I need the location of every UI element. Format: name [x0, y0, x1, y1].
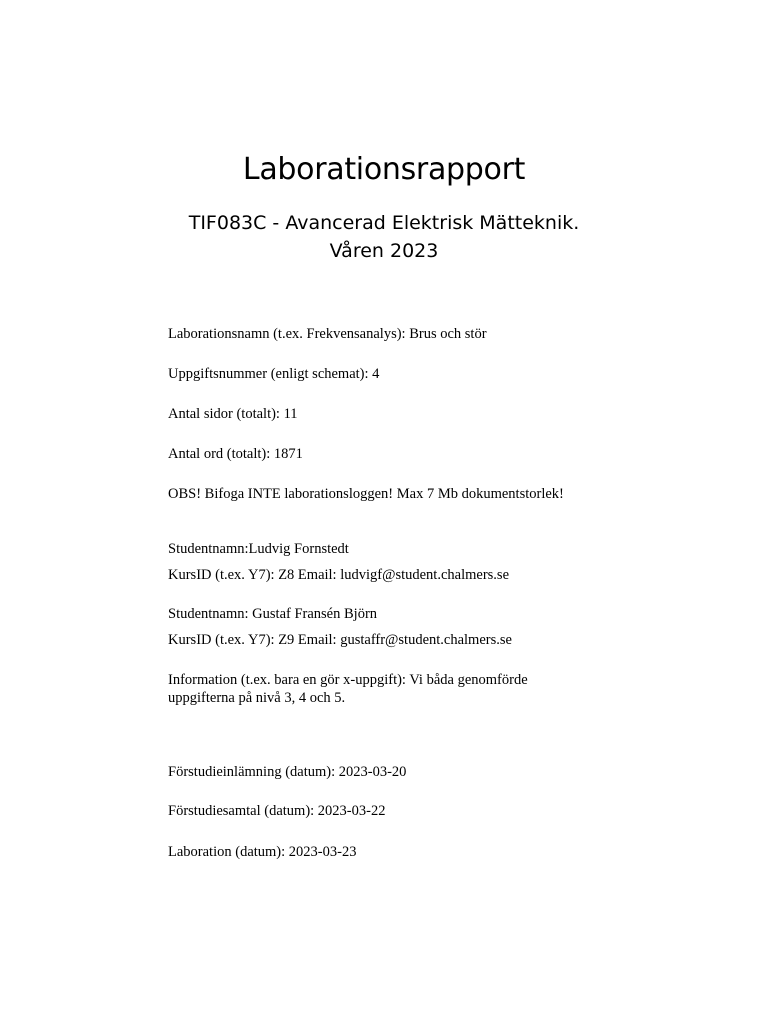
student-1-name: Studentnamn:Ludvig Fornstedt: [168, 541, 349, 557]
prestudy-submission-date: Förstudieinlämning (datum): 2023-03-20: [168, 764, 407, 780]
notice-text: OBS! Bifoga INTE laborationsloggen! Max 7 Mb dokumentstorlek!: [168, 486, 564, 502]
task-number-field: Uppgiftsnummer (enligt schemat): 4: [168, 366, 380, 382]
term-subtitle: Våren 2023: [329, 240, 439, 262]
page-count-field: Antal sidor (totalt): 11: [168, 406, 298, 422]
lab-name-field: Laborationsnamn (t.ex. Frekvensanalys): Brus och stör: [168, 326, 487, 342]
word-count-field: Antal ord (totalt): 1871: [168, 446, 303, 462]
student-1-course-email: KursID (t.ex. Y7): Z8 Email: ludvigf@student.chalmers.se: [168, 567, 510, 583]
lab-date: Laboration (datum): 2023-03-23: [168, 844, 357, 860]
student-2-name: Studentnamn: Gustaf Fransén Björn: [168, 606, 378, 622]
student-2-course-email: KursID (t.ex. Y7): Z9 Email: gustaffr@student.chalmers.se: [168, 632, 512, 648]
document-title: Laborationsrapport: [242, 152, 526, 187]
information-line-1: Information (t.ex. bara en gör x-uppgift): Vi båda genomförde: [168, 672, 528, 688]
course-subtitle: TIF083C - Avancerad Elektrisk Mätteknik.: [188, 212, 580, 234]
prestudy-meeting-date: Förstudiesamtal (datum): 2023-03-22: [168, 803, 386, 819]
information-line-2: uppgifterna på nivå 3, 4 och 5.: [168, 690, 346, 706]
